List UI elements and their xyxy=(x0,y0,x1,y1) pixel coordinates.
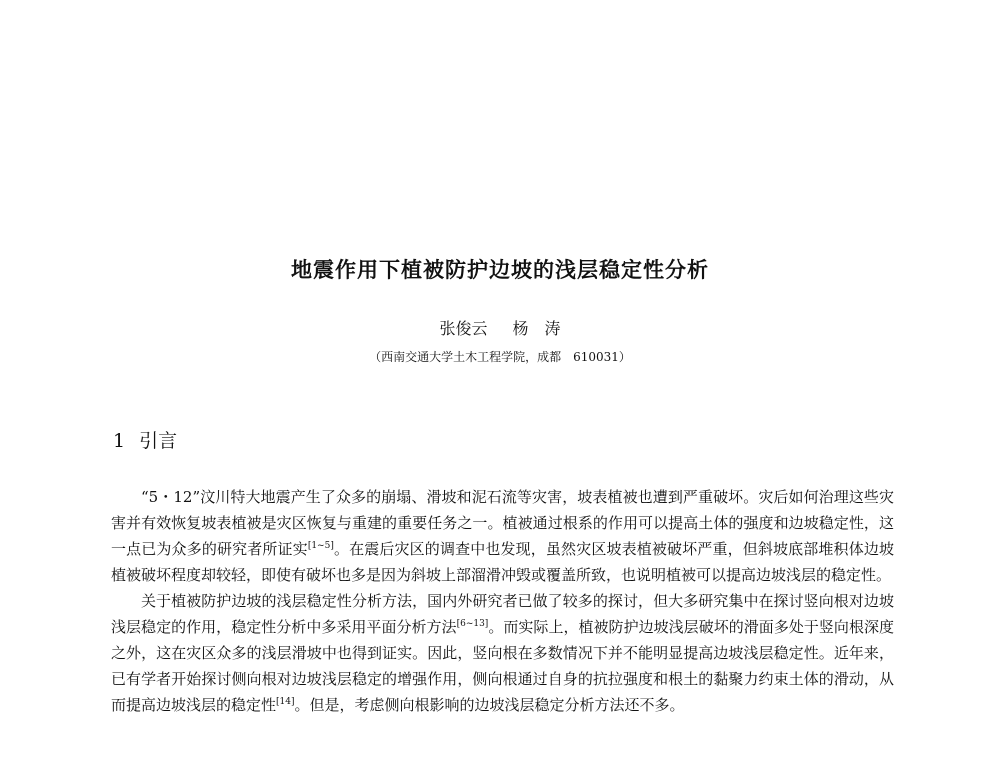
author-list xyxy=(0,316,1000,339)
paper-title: 地震作用下植被防护边坡的浅层稳定性分析 xyxy=(291,258,709,282)
citation-ref: [6~13] xyxy=(456,619,489,629)
author-name: 杨 涛 xyxy=(512,319,561,338)
section-title: 引言 xyxy=(139,430,178,452)
body-text xyxy=(111,484,894,718)
paragraph-text: “5・12”汶川特大地震产生了众多的崩塌、滑坡和泥石流等灾害，坡表植被也遭到严重破坏。灾后如何治理这些灾害并有效恢复坡表植被是灾区恢复与重建的重要任务之一。植被通过根系的作用可以提高土体的强度和边坡稳定性，这一点已为众多的研究者所证实 xyxy=(111,488,894,558)
section-number: 1 xyxy=(113,430,126,452)
citation-ref: [14] xyxy=(276,697,295,707)
section-heading xyxy=(113,426,177,453)
paragraph xyxy=(111,588,894,718)
paragraph-text: 关于植被防护边坡的浅层稳定性分析方法，国内外研究者已做了较多的探讨，但大多研究集中在探讨竖向根对边坡浅层稳定的作用，稳定性分析中多采用平面分析方法 xyxy=(111,592,894,636)
paragraph-text: 。在震后灾区的调查中也发现，虽然灾区坡表植被破坏严重，但斜坡底部堆积体边坡植被破坏程度却较轻，即使有破坏也多是因为斜坡上部溜滑冲毁或覆盖所致，也说明植被可以提高边坡浅层的稳定性。 xyxy=(111,540,894,584)
author-affiliation: （西南交通大学土木工程学院，成都 610031） xyxy=(369,350,631,364)
paragraph-text: 。而实际上，植被防护边坡浅层破坏的滑面多处于竖向根深度之外，这在灾区众多的浅层滑坡中也得到证实。因此，竖向根在多数情况下并不能明显提高边坡浅层稳定性。近年来，已有学者开始探讨侧向根对边坡浅层稳定的增强作用，侧向根通过自身的抗拉强度和根土的黏聚力约束土体的滑动，从而提高边坡浅层的稳定性 xyxy=(111,618,894,714)
paragraph-text: 。但是，考虑侧向根影响的边坡浅层稳定分析方法还不多。 xyxy=(294,696,685,714)
paragraph xyxy=(111,484,894,588)
citation-ref: [1~5] xyxy=(307,541,334,551)
author-name: 张俊云 xyxy=(439,319,488,338)
